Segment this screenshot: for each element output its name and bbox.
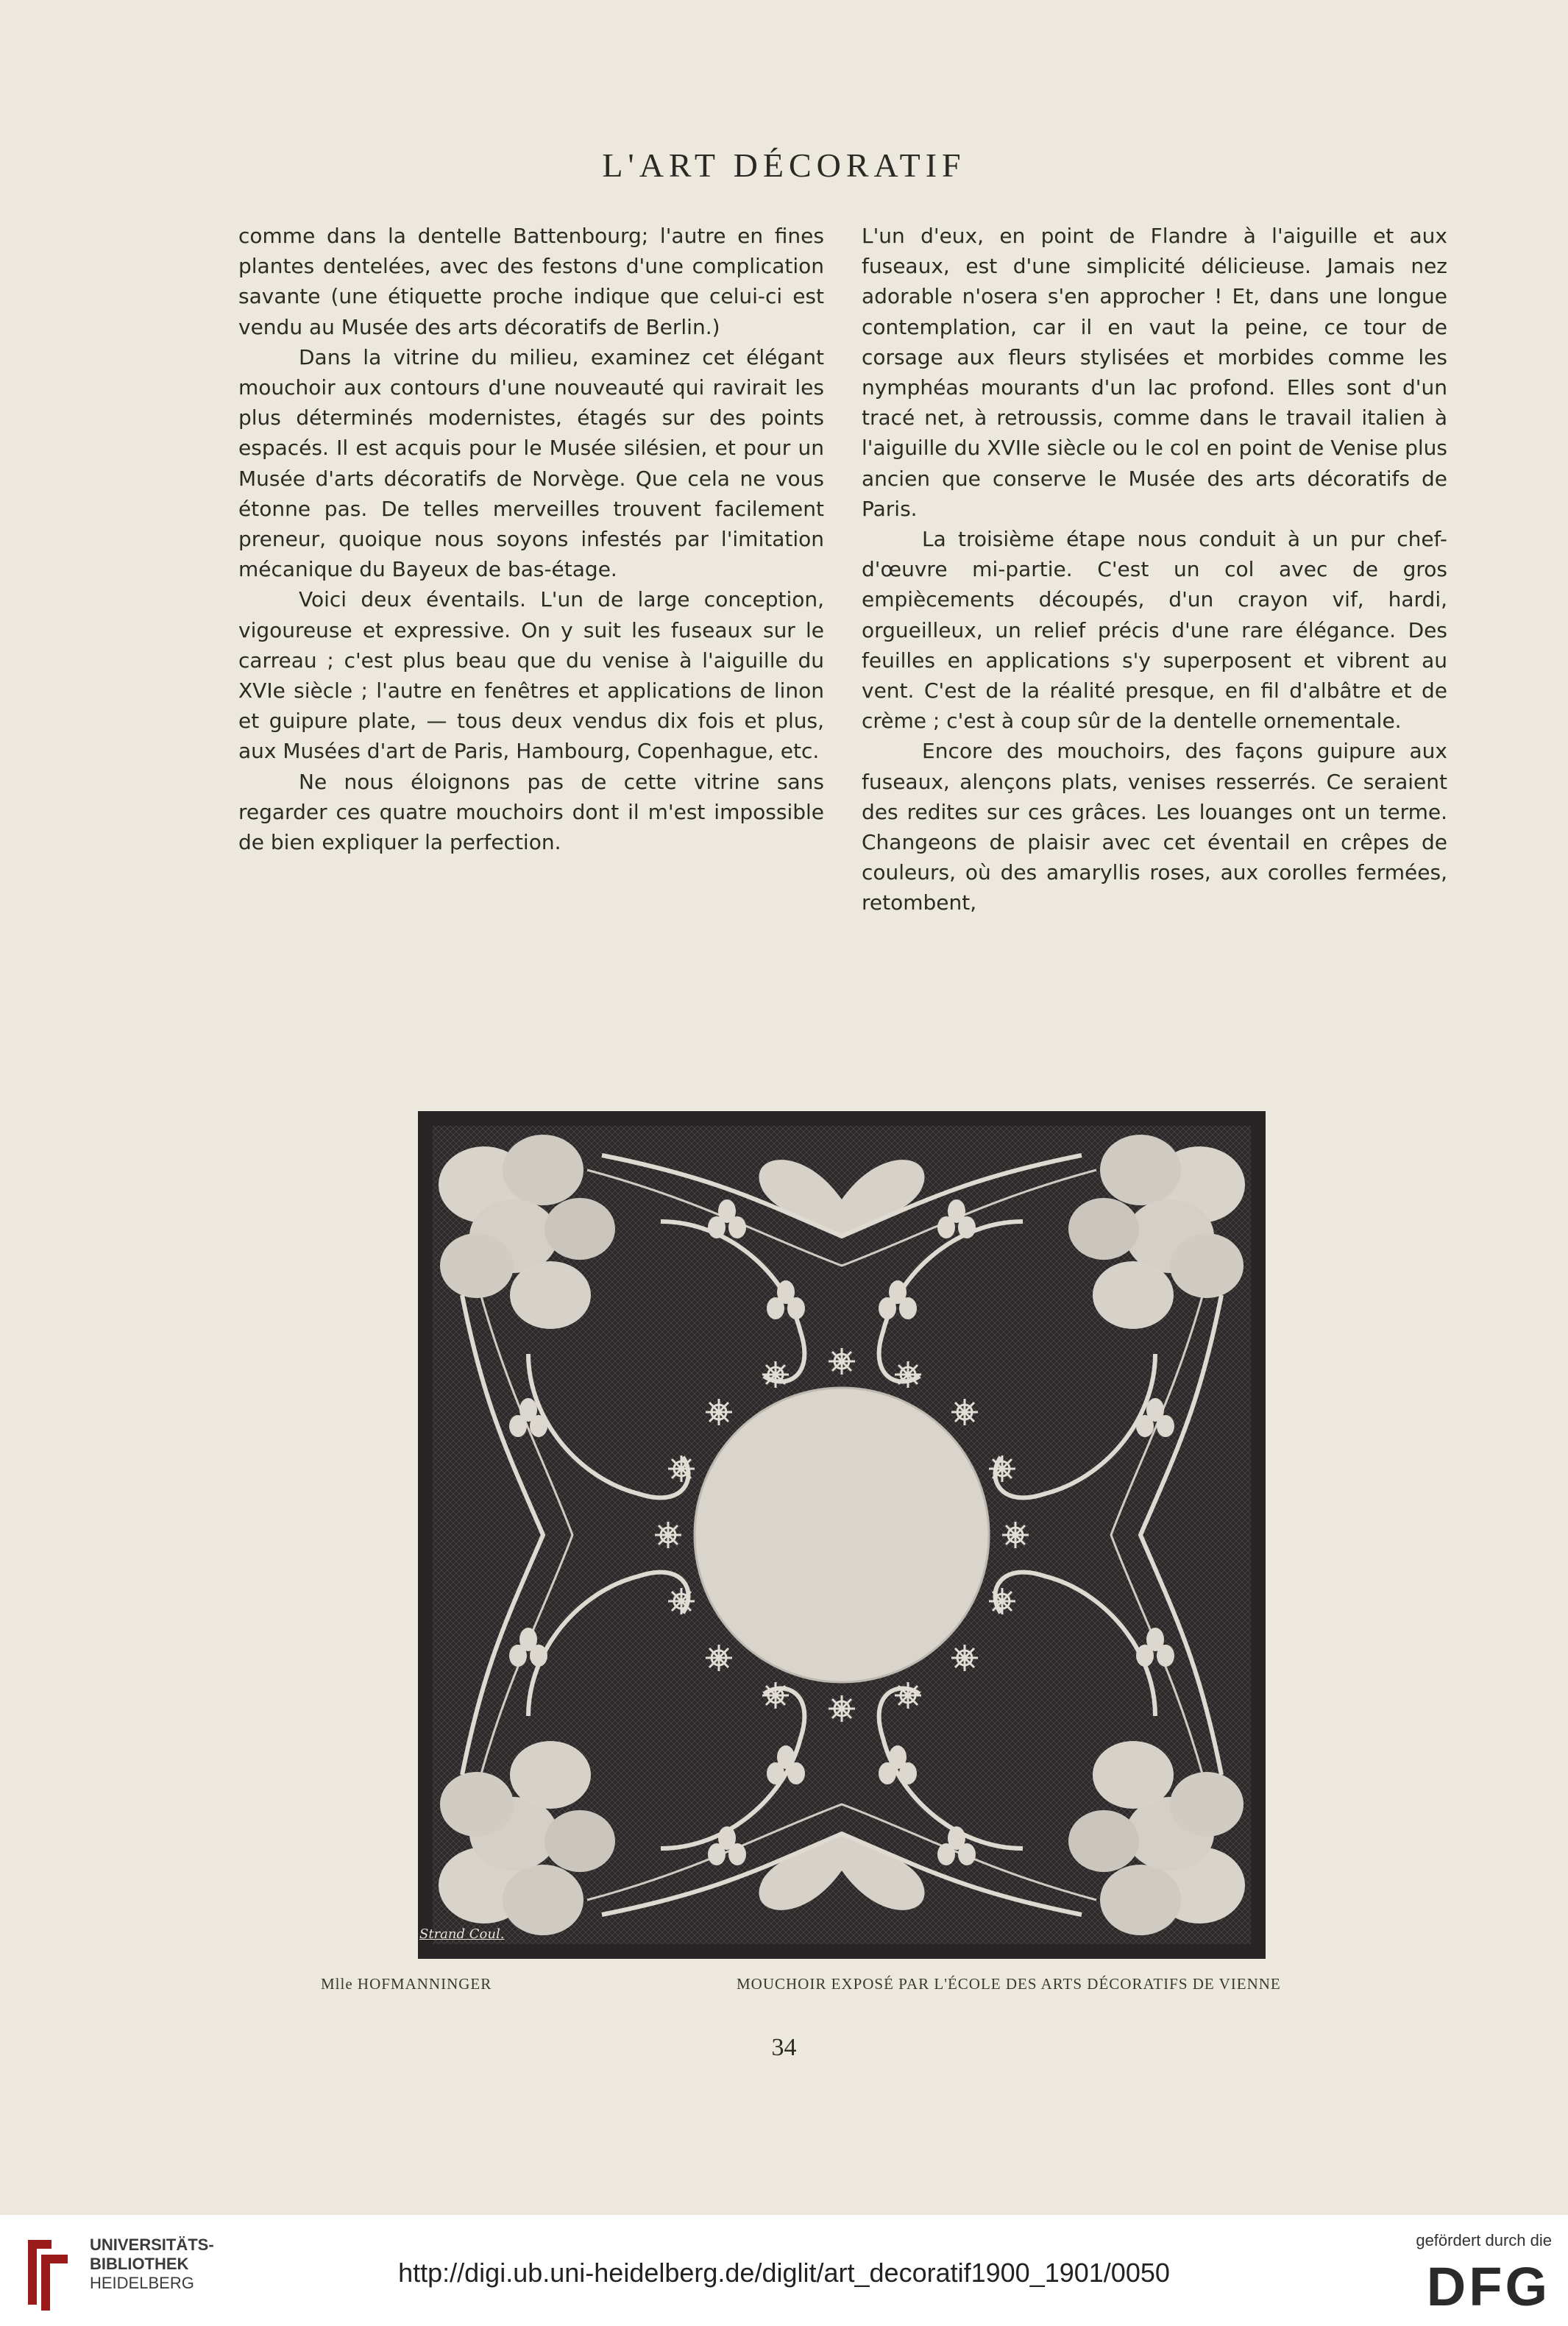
page-number: 34 (771, 2034, 797, 2061)
lace-handkerchief-illustration (418, 1111, 1266, 1959)
engraver-signature: Strand Coul. (419, 1926, 505, 1942)
library-name-line: HEIDELBERG (90, 2274, 194, 2292)
paragraph: La troisième étape nous conduit à un pur chef-d'œuvre mi-partie. C'est un col avec de gros empiècements découpés, d'un crayon vif, hardi, orgueilleux, un relief précis d'une rare élégance. Des feuilles en applications s'y superposent et vibrent au vent. C'est de la réalité presque, en fil d'albâtre et de crème ; c'est à coup sûr de la dentelle ornementale. (862, 527, 1447, 734)
digitization-footer (0, 2215, 1568, 2326)
running-head: L'ART DÉCORATIF (602, 146, 966, 184)
paragraph: L'un d'eux, en point de Flandre à l'aiguille et aux fuseaux, est d'une simplicité délicieuse. Jamais nez adorable n'osera s'en approcher ! Et, dans une longue contemplation, car il en vaut la peine, ce tour de corsage aux fleurs stylisées et morbides comme les nymphéas mourants d'un lac profond. Elles sont d'un tracé net, à retroussis, comme dans le travail italien à l'aiguille du XVIIe siècle ou le col en point de Venise plus ancien que conserve le Musée des arts décoratifs de Paris. (862, 224, 1447, 521)
funded-by-label: gefördert durch die (1416, 2231, 1552, 2249)
paragraph: Voici deux éventails. L'un de large conception, vigoureuse et expressive. On y suit les fuseaux sur le carreau ; c'est plus beau que du venise à l'aiguille du XVIe siècle ; l'autre en fenêtres et applications de linon et guipure plate, — tous deux vendus dix fois et plus, aux Musées d'art de Paris, Hambourg, Copenhague, etc. (238, 587, 824, 764)
text-column-right (862, 221, 1447, 918)
library-name-line: BIBLIOTHEK (90, 2255, 189, 2273)
caption-title: MOUCHOIR EXPOSÉ PAR L'ÉCOLE DES ARTS DÉCORATIFS DE VIENNE (737, 1975, 1281, 1993)
caption-artist: Mlle HOFMANNINGER (321, 1975, 492, 1993)
paragraph: Dans la vitrine du milieu, examinez cet élégant mouchoir aux contours d'une nouveauté qui ravirait les plus déterminés modernistes, étagés sur des points espacés. Il est acquis pour le Musée silésien, et pour un Musée d'arts décoratifs de Norvège. Que cela ne vous étonne pas. De telles merveilles trouvent facilement preneur, quoique nous soyons infestés par l'imitation mécanique du Bayeux de bas-étage. (238, 344, 824, 582)
library-name-line: UNIVERSITÄTS- (90, 2235, 214, 2254)
paragraph: Encore des mouchoirs, des façons guipure aux fuseaux, alençons plats, venises resserrés. Ce seraient des redites sur ces grâces. Les louanges ont un terme. Changeons de plaisir avec cet éventail en crêpes de couleurs, où des amaryllis roses, aux corolles fermées, retombent, (862, 739, 1447, 915)
permalink-url[interactable]: http://digi.ub.uni-heidelberg.de/diglit/art_decoratif1900_1901/0050 (398, 2258, 1170, 2288)
paragraph: Ne nous éloignons pas de cette vitrine sans regarder ces quatre mouchoirs dont il m'est impossible de bien expliquer la perfection. (238, 769, 824, 855)
text-column-left (238, 221, 824, 857)
dfg-logo: DFG (1426, 2256, 1550, 2317)
paragraph: comme dans la dentelle Battenbourg; l'autre en fines plantes dentelées, avec des festons d'une complication savante (une étiquette proche indique que celui-ci est vendu au Musée des arts décoratifs de Berlin.) (238, 224, 824, 339)
lace-handkerchief-plate (418, 1111, 1266, 1959)
